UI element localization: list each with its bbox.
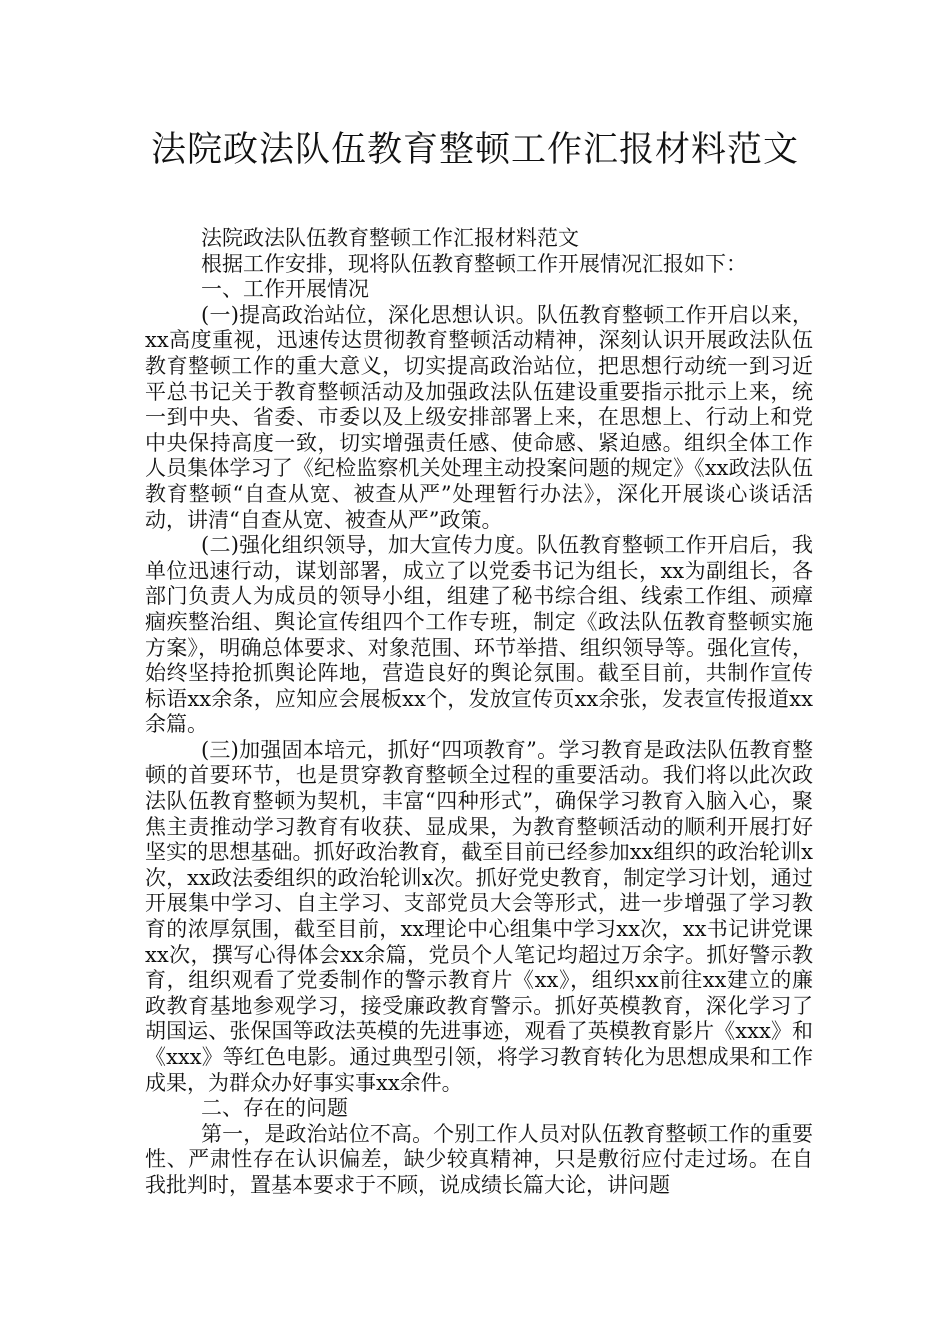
body-paragraph: 根据工作安排，现将队伍教育整顿工作开展情况汇报如下： xyxy=(201,251,747,276)
body-paragraph: (二)强化组织领导，加大宣传力度。队伍教育整顿工作开启后，我单位迅速行动，谋划部署，成立了以党委书记为组长，xx为副组长，各部门负责人为成员的领导小组，组建了秘书综合组、线索工作组、顽瘴痼疾整治组、舆论宣传组四个工作专班，制定《政法队伍教育整顿实施方案》，明确总体要求、对象范围、环节举措、组织领导等。强化宣传，始终坚持抢抓舆论阵地，营造良好的舆论氛围。截至目前，共制作宣传标语xx余条，应知应会展板xx个，发放宣传页xx余张，发表宣传报道xx余篇。 xyxy=(145,533,813,737)
body-paragraph: (一)提高政治站位，深化思想认识。队伍教育整顿工作开启以来，xx高度重视，迅速传达贯彻教育整顿活动精神，深刻认识开展政法队伍教育整顿工作的重大意义，切实提高政治站位，把思想行动统一到习近平总书记关于教育整顿活动及加强政法队伍建设重要指示批示上来，统一到中央、省委、市委以及上级安排部署上来，在思想上、行动上和党中央保持高度一致，切实增强责任感、使命感、紧迫感。组织全体工作人员集体学习了《纪检监察机关处理主动投案问题的规定》《xx政法队伍教育整顿“自查从宽、被查从严”处理暂行办法》，深化开展谈心谈话活动，讲清“自查从宽、被查从严”政策。 xyxy=(145,302,813,532)
document-body xyxy=(145,226,813,1199)
body-paragraph: (三)加强固本培元，抓好“四项教育”。学习教育是政法队伍教育整顿的首要环节，也是贯穿教育整顿全过程的重要活动。我们将以此次政法队伍教育整顿为契机，丰富“四种形式”，确保学习教育入脑入心，聚焦主责推动学习教育有收获、显成果，为教育整顿活动的顺利开展打好坚实的思想基础。抓好政治教育，截至目前已经参加xx组织的政治轮训x次，xx政法委组织的政治轮训x次。抓好党史教育，制定学习计划，通过开展集中学习、自主学习、支部党员大会等形式，进一步增强了学习教育的浓厚氛围，截至目前，xx理论中心组集中学习xx次，xx书记讲党课xx次，撰写心得体会xx余篇，党员个人笔记均超过万余字。抓好警示教育，组织观看了党委制作的警示教育片《xx》，组织xx前往xx建立的廉政教育基地参观学习，接受廉政教育警示。抓好英模教育，深化学习了胡国运、张保国等政法英模的先进事迹，观看了英模教育影片《xxx》和《xxx》等红色电影。通过典型引领，将学习教育转化为思想成果和工作成果，为群众办好事实事xx余件。 xyxy=(145,737,813,1095)
body-paragraph: 法院政法队伍教育整顿工作汇报材料范文 xyxy=(201,226,579,250)
section-heading: 二、存在的问题 xyxy=(201,1096,348,1121)
section-heading: 一、工作开展情况 xyxy=(201,277,369,302)
body-paragraph: 第一，是政治站位不高。个别工作人员对队伍教育整顿工作的重要性、严肃性存在认识偏差，缺少较真精神，只是敷衍应付走过场。在自我批判时，置基本要求于不顾，说成绩长篇大论，讲问题 xyxy=(145,1121,813,1197)
document-title: 法院政法队伍教育整顿工作汇报材料范文 xyxy=(150,130,799,170)
